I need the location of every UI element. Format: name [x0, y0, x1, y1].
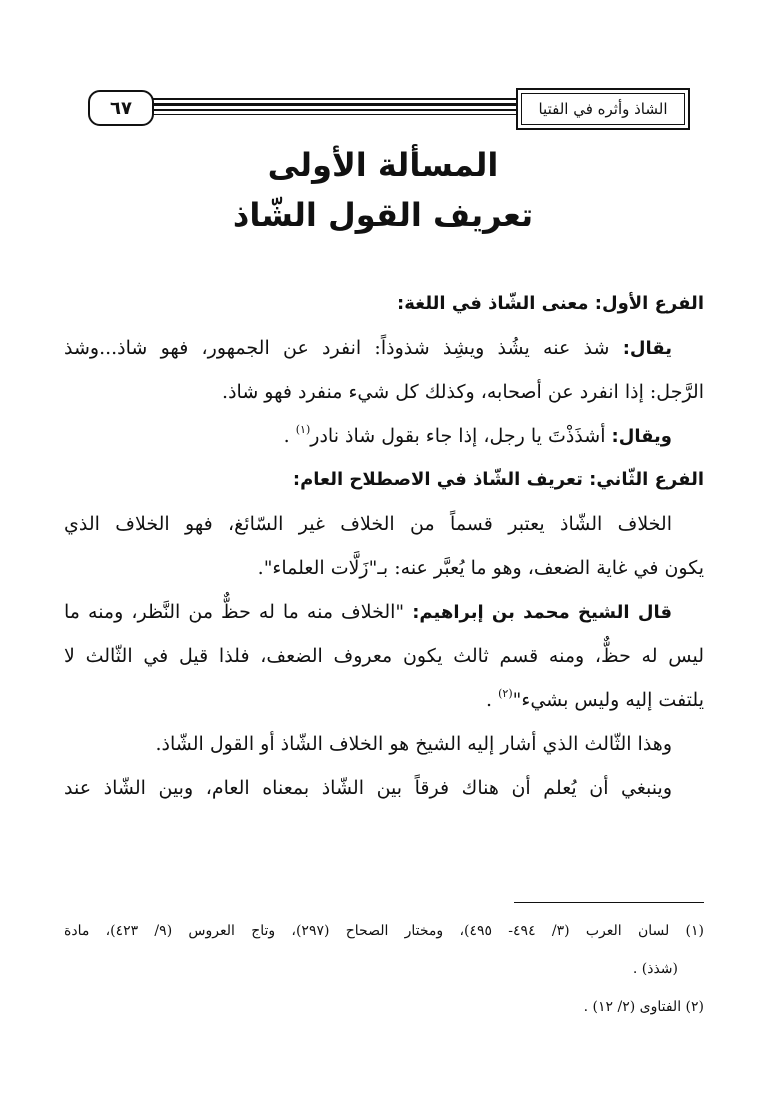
- paragraph-line: وينبغي أن يُعلم أن هناك فرقاً بين الشّاذ بمعناه العام، وبين الشّاذ عند: [64, 777, 672, 799]
- topic-title: تعريف القول الشّاذ: [232, 196, 534, 234]
- paragraph-line: الخلاف الشّاذ يعتبر قسماً من الخلاف غير السّائغ، فهو الخلاف الذي: [64, 513, 672, 535]
- footnote-1-continued: (شذذ) .: [632, 961, 678, 977]
- paragraph-line: ليس له حظٌّ، ومنه قسم ثالث يكون معروف الضعف، فلذا قيل في الثّالث لا: [64, 645, 704, 667]
- footnote-1: (١) لسان العرب (٣/ ٤٩٤- ٤٩٥)، ومختار الصحاح (٢٩٧)، وتاج العروس (٩/ ٤٢٣)، مادة: [64, 923, 704, 939]
- lead-word: يقال:: [622, 338, 672, 359]
- paragraph-line: يلتفت إليه وليس بشيء"$^{(٢)}$ .: [486, 687, 704, 711]
- section-heading-1: الفرع الأول: معنى الشّاذ في اللغة:: [397, 293, 704, 314]
- page-number: [88, 90, 154, 126]
- issue-title: المسألة الأولى: [267, 146, 499, 184]
- paragraph-line: الرَّجل: إذا انفرد عن أصحابه، وكذلك كل شيء منفرد فهو شاذ.: [222, 381, 704, 403]
- main-text: [64, 282, 704, 810]
- paragraph-line: قال الشيخ محمد بن إبراهيم: "الخلاف منه ما له حظٌّ من النَّظر، ومنه ما: [64, 601, 672, 623]
- lead-phrase: قال الشيخ محمد بن إبراهيم:: [412, 602, 672, 623]
- running-header: [88, 88, 690, 128]
- footnote-separator: [514, 902, 704, 903]
- page-number-text: ٦٧: [110, 97, 132, 119]
- paragraph-line: يقال: شذ عنه يشُذ ويشِذ شذوذاً: انفرد عن الجمهور، فهو شاذ...وشذ: [64, 337, 672, 359]
- book-title-text: الشاذ وأثره في الفتيا: [538, 100, 668, 118]
- paragraph-line: يكون في غاية الضعف، وهو ما يُعبَّر عنه: بـ"زَلَّات العلماء".: [257, 557, 704, 579]
- paragraph-line: ويقال: أشذَذْتَ يا رجل، إذا جاء بقول شاذ نادر$^{(١)}$ .: [283, 423, 672, 447]
- book-title: [516, 88, 690, 130]
- footnote-ref-1[interactable]: (١): [295, 423, 311, 436]
- section-heading-2: الفرع الثّاني: تعريف الشّاذ في الاصطلاح العام:: [292, 469, 704, 490]
- lead-word: ويقال:: [611, 426, 672, 447]
- footnote-ref-2[interactable]: (٢): [498, 687, 513, 700]
- paragraph-line: وهذا الثّالث الذي أشار إليه الشيخ هو الخلاف الشّاذ أو القول الشّاذ.: [155, 733, 672, 755]
- header-rule: [150, 98, 518, 116]
- footnotes: [64, 912, 704, 1026]
- footnote-2: (٢) الفتاوى (٢/ ١٢) .: [583, 999, 704, 1015]
